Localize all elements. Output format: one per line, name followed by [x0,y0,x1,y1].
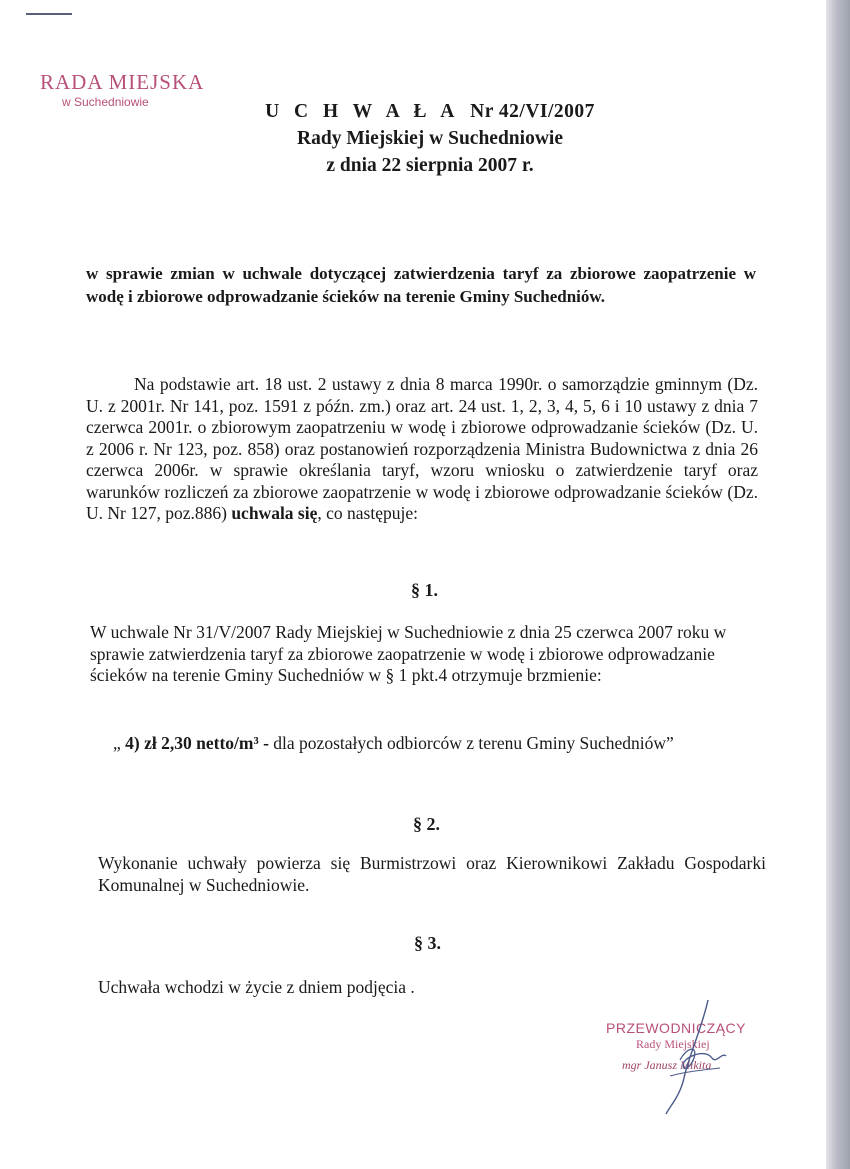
handwritten-signature [640,998,750,1118]
resolution-date: z dnia 22 sierpnia 2007 r. [326,155,534,176]
quote-rest: dla pozostałych odbiorców z terenu Gminy Suchedniów” [268,733,674,753]
preamble-text: Na podstawie art. 18 ust. 2 ustawy z dnia 8 marca 1990r. o samorządzie gminnym (Dz. U. z 2001r. Nr 141, poz. 1591 z późn. zm.) oraz art. 24 ust. 1, 2, 3, 4, 5, 6 i 10 ustawy z dnia 7 czerwca 2001r. o zbiorowym zaopatrzeniu w wodę i zbiorowe odprowadzanie ścieków (Dz. U. z 2006 r. Nr 123, poz. 858) oraz postanowień rozporządzenia Ministra Budownictwa z dnia 26 czerwca 2006r. w sprawie określania taryf, wzoru wniosku o zatwierdzenie taryf oraz warunków rozliczeń za zbiorowe zaopatrzenie w wodę i zbiorowe odprowadzanie ścieków (Dz. U. Nr 127, poz.886) [86,374,758,523]
issuer: Rady Miejskiej w Suchedniowie [297,128,563,149]
document-title [230,98,630,179]
quote-rate: 4) zł 2,30 netto/m³ - [125,733,269,753]
subject: w sprawie zmian w uchwale dotyczącej zatwierdzenia taryf za zbiorowe zaopatrzenie w wodę i zbiorowe odprowadzanie ścieków na terenie Gminy Suchedniów. [86,264,756,306]
section-2-text: Wykonanie uchwały powierza się Burmistrzowi oraz Kierownikowi Zakładu Gospodarki Komunalnej w Suchedniowie. [98,853,766,895]
scan-edge [826,0,850,1169]
title-word: U C H W A Ł A [265,101,460,122]
preamble-tail: , co następuje: [317,503,418,523]
council-stamp [40,70,204,110]
corner-mark [26,13,72,15]
chairman-role: PRZEWODNICZĄCY [606,1020,746,1036]
amended-point [113,733,674,754]
council-stamp-line1: RADA MIEJSKA [40,70,205,94]
chairman-body: Rady Miejskiej [636,1037,710,1051]
preamble-emphasis: uchwala się [231,503,318,523]
section-1-text: W uchwale Nr 31/V/2007 Rady Miejskiej w Suchedniowie z dnia 25 czerwca 2007 roku w sprawie zatwierdzenia taryf za zbiorowe zaopatrzenie w wodę i zbiorowe odprowadzanie ścieków na terenie Gminy Suchedniów w § 1 pkt.4 otrzymuje brzmienie: [90,622,727,685]
council-stamp-line2: w Suchedniowie [62,95,149,109]
section-3-heading: § 3. [414,933,441,953]
title-line [230,98,630,125]
preamble [86,374,758,525]
chairman-name: mgr Janusz Mikita [622,1058,712,1072]
quote-open: „ [113,733,126,753]
section-3-text: Uchwała wchodzi w życie z dniem podjęcia . [98,977,415,997]
title-number: Nr 42/VI/2007 [470,101,595,122]
section-1-heading: § 1. [411,580,438,600]
section-2-heading: § 2. [413,814,440,834]
